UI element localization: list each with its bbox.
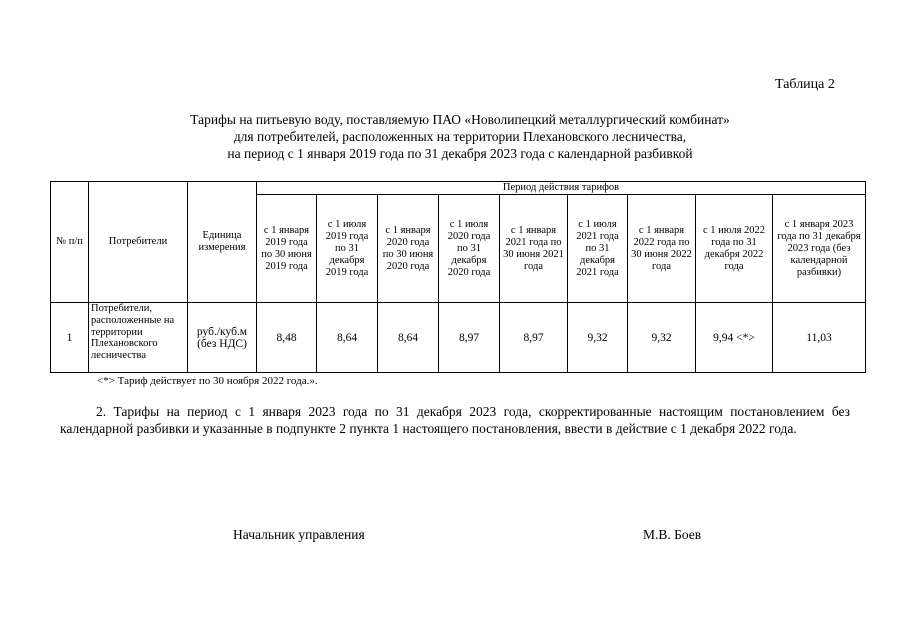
tariff-value: 9,94 <*> [696,303,773,373]
tariff-value: 8,48 [257,303,317,373]
period-header-cell: с 1 января 2021 года по 30 июня 2021 года [500,195,568,303]
document-heading [60,111,860,162]
tariff-value: 8,64 [378,303,439,373]
footnote: <*> Тариф действует по 30 ноября 2022 года.». [97,375,318,387]
heading-line-3: на период с 1 января 2019 года по 31 декабря 2023 года с календарной разбивкой [227,146,693,161]
body-paragraph: 2. Тарифы на период с 1 января 2023 года по 31 декабря 2023 года, скорректированные настоящим постановлением без календарной разбивки и указанные в подпункте 2 пункта 1 настоящего постановления, ввести в действие с 1 декабря 2022 года. [60,404,850,436]
tariff-value: 8,64 [317,303,378,373]
tariff-value: 8,97 [439,303,500,373]
row-consumer: Потребители, расположенные на территории Плехановского лесничества [89,303,188,373]
tariff-value: 11,03 [773,303,866,373]
col-header-consumers: Потребители [89,182,188,303]
period-header-cell: с 1 июля 2019 года по 31 декабря 2019 года [317,195,378,303]
period-header-cell: с 1 января 2020 года по 30 июня 2020 года [378,195,439,303]
period-header-cell: с 1 июля 2022 года по 31 декабря 2022 года [696,195,773,303]
heading-line-1: Тарифы на питьевую воду, поставляемую ПАО «Новолипецкий металлургический комбинат» [190,112,730,127]
period-header-cell: с 1 января 2019 года по 30 июня 2019 года [257,195,317,303]
period-header-cell: с 1 января 2023 года по 31 декабря 2023 года (без календарной разбивки) [773,195,866,303]
tariff-value: 9,32 [568,303,628,373]
col-header-num: № п/п [51,182,89,303]
row-num: 1 [51,303,89,373]
period-header-cell: с 1 июля 2021 года по 31 декабря 2021 года [568,195,628,303]
period-header-cell: с 1 июля 2020 года по 31 декабря 2020 года [439,195,500,303]
period-header-cell: с 1 января 2022 года по 30 июня 2022 года [628,195,696,303]
signer-name: М.В. Боев [643,527,702,542]
table-label: Таблица 2 [775,77,835,92]
tariff-value: 9,32 [628,303,696,373]
signer-title: Начальник управления [233,527,365,542]
col-header-unit: Единица измерения [188,182,257,303]
tariff-table [50,181,866,373]
heading-line-2: для потребителей, расположенных на территории Плехановского лесничества, [233,129,687,144]
tariff-value: 8,97 [500,303,568,373]
table-row [51,303,866,373]
period-header: Период действия тарифов [257,182,866,195]
row-unit: руб./куб.м (без НДС) [188,303,257,373]
